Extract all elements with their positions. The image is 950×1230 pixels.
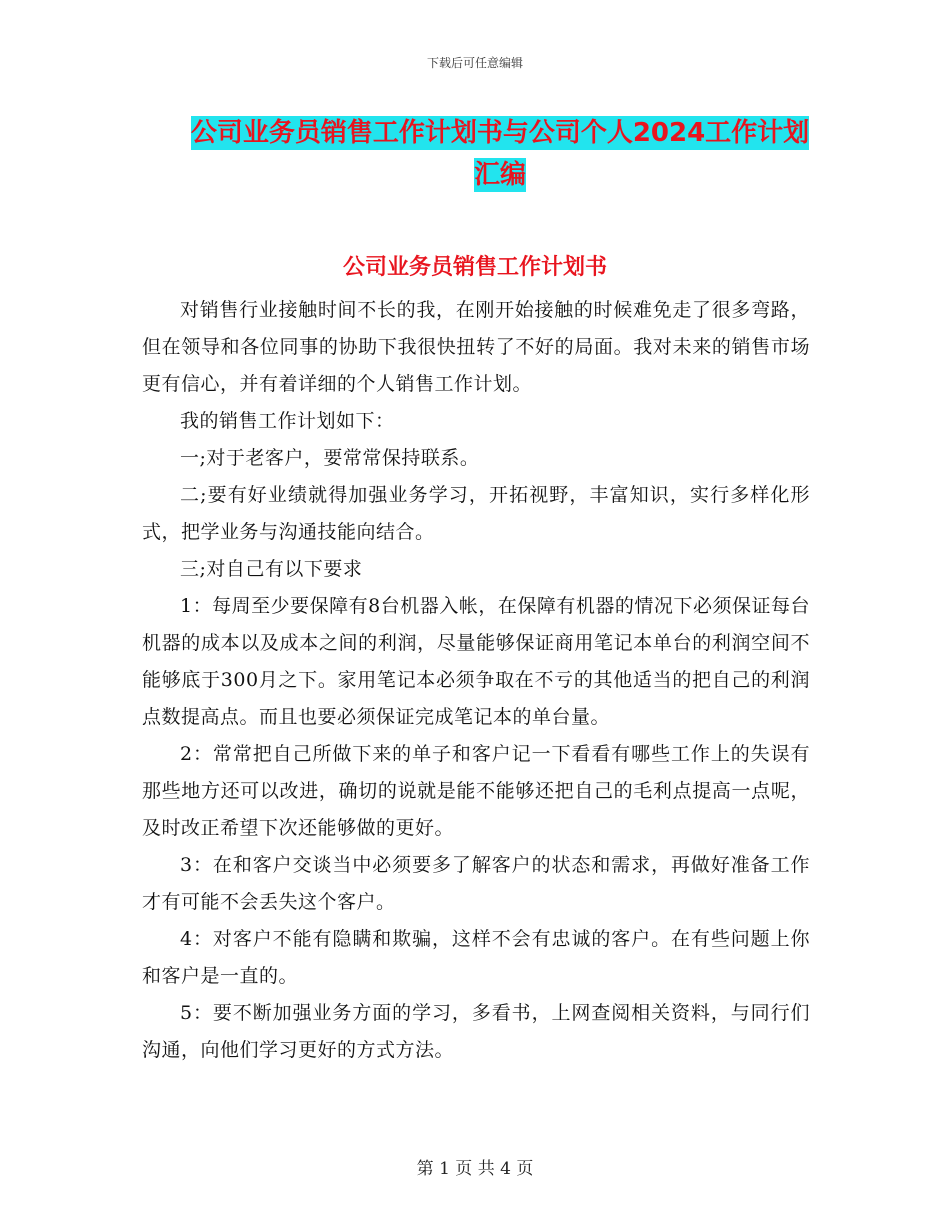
paragraph: 二;要有好业绩就得加强业务学习，开拓视野，丰富知识，实行多样化形式，把学业务与沟通技能向结合。 bbox=[142, 484, 810, 543]
page-number-footer: 第 1 页 共 4 页 bbox=[416, 1159, 534, 1179]
paragraph: 三;对自己有以下要求 bbox=[180, 558, 363, 580]
document-title bbox=[140, 112, 860, 196]
section-title: 公司业务员销售工作计划书 bbox=[342, 255, 607, 280]
paragraph: 对销售行业接触时间不长的我，在刚开始接触的时候难免走了很多弯路，但在领导和各位同事的协助下我很快扭转了不好的局面。我对未来的销售市场更有信心，并有着详细的个人销售工作计划。 bbox=[142, 299, 810, 395]
paragraph: 4：对客户不能有隐瞒和欺骗，这样不会有忠诚的客户。在有些问题上你和客户是一直的。 bbox=[142, 928, 810, 987]
document-body bbox=[142, 292, 810, 1069]
header-note: 下载后可任意编辑 bbox=[426, 56, 523, 70]
document-title-line-1: 公司业务员销售工作计划书与公司个人2024工作计划 bbox=[190, 118, 810, 148]
paragraph: 我的销售工作计划如下： bbox=[180, 410, 395, 432]
paragraph: 1：每周至少要保障有8台机器入帐，在保障有机器的情况下必须保证每台机器的成本以及成本之间的利润，尽量能够保证商用笔记本单台的利润空间不能够底于300月之下。家用笔记本必须争取在不亏的其他适当的把自己的利润点数提高点。而且也要必须保证完成笔记本的单台量。 bbox=[142, 595, 810, 728]
paragraph: 一;对于老客户，要常常保持联系。 bbox=[180, 447, 480, 469]
paragraph: 2：常常把自己所做下来的单子和客户记一下看看有哪些工作上的失误有那些地方还可以改进，确切的说就是能不能够还把自己的毛利点提高一点呢，及时改正希望下次还能够做的更好。 bbox=[142, 743, 810, 839]
paragraph: 3：在和客户交谈当中必须要多了解客户的状态和需求，再做好准备工作才有可能不会丢失这个客户。 bbox=[142, 854, 810, 913]
document-title-line-2: 汇编 bbox=[473, 160, 526, 190]
paragraph: 5：要不断加强业务方面的学习，多看书，上网查阅相关资料，与同行们沟通，向他们学习更好的方式方法。 bbox=[142, 1002, 810, 1061]
